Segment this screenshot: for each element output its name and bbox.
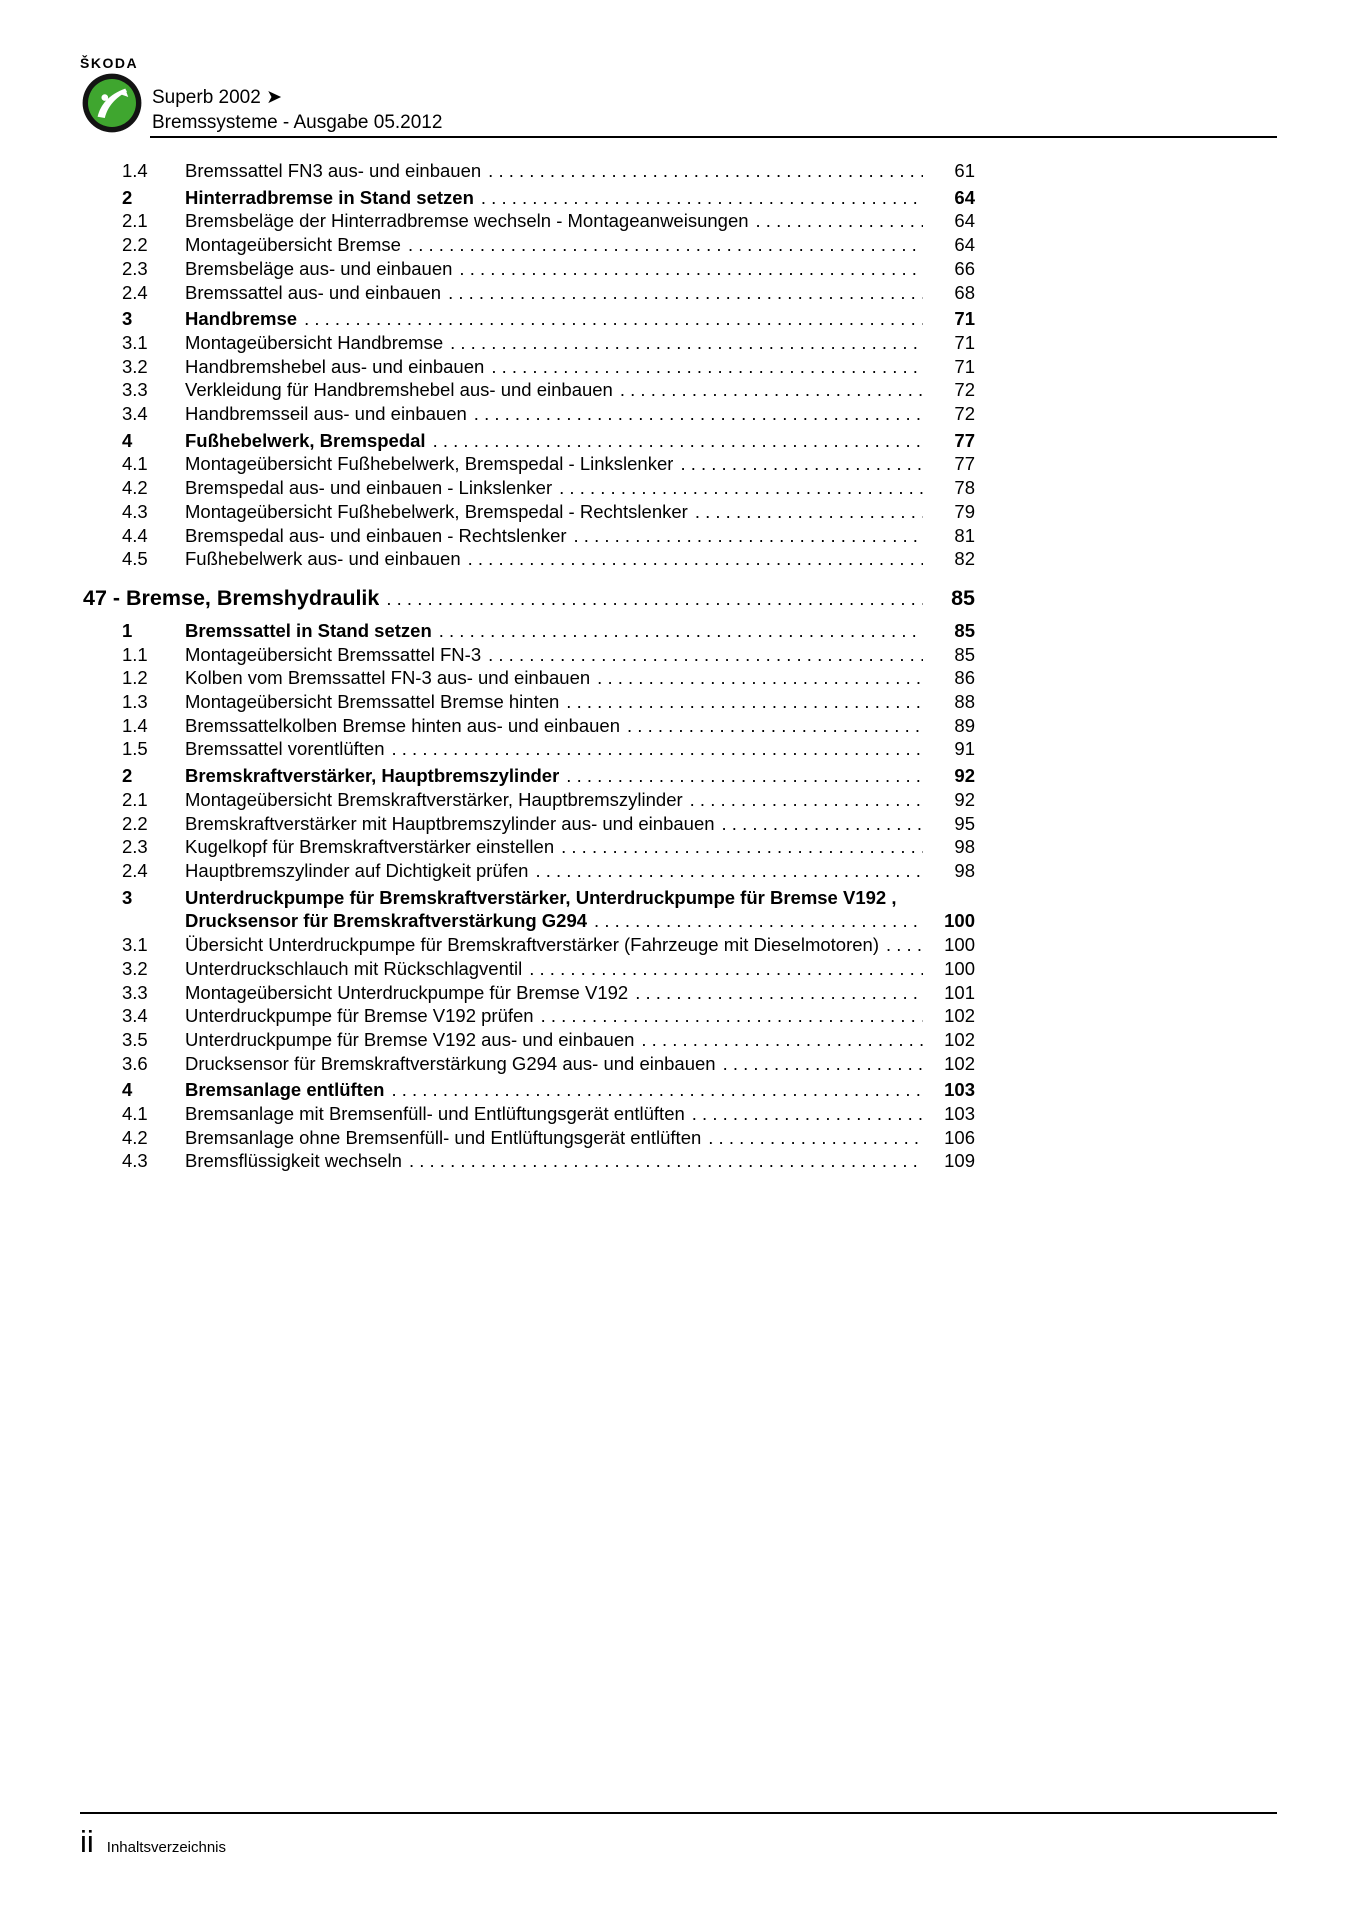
toc-entry-title: Übersicht Unterdruckpumpe für Bremskraftverstärker (Fahrzeuge mit Dieselmotoren) xyxy=(185,934,879,956)
toc-entry-line1 xyxy=(185,1004,975,1028)
toc-row xyxy=(83,257,975,281)
toc-row xyxy=(83,355,975,379)
toc-entry-title: Fußhebelwerk, Bremspedal xyxy=(185,429,426,451)
toc-entry-body xyxy=(185,1004,975,1028)
dot-leader xyxy=(459,257,923,281)
toc-entry-title: Drucksensor für Bremskraftverstärkung G294 aus- und einbauen xyxy=(185,1052,716,1074)
toc-row xyxy=(83,714,975,738)
dot-leader xyxy=(559,476,923,500)
toc-row xyxy=(83,886,975,933)
toc-entry-number: 1.1 xyxy=(122,643,148,665)
toc-entry-number: 2.2 xyxy=(122,812,148,834)
toc-row xyxy=(83,957,975,981)
toc-row xyxy=(83,737,975,761)
toc-entry-body xyxy=(185,281,975,305)
toc-entry-title: Montageübersicht Fußhebelwerk, Bremspedal - Rechtslenker xyxy=(185,500,688,522)
toc-row xyxy=(83,331,975,355)
toc-row xyxy=(83,933,975,957)
dot-leader xyxy=(722,812,923,836)
toc-entry-line1 xyxy=(185,666,975,690)
toc-entry-line1 xyxy=(185,186,975,210)
toc-row xyxy=(83,1028,975,1052)
toc-entry-title: Bremsbeläge aus- und einbauen xyxy=(185,257,453,279)
toc-entry-number: 1 xyxy=(122,619,133,641)
toc-entry-page: 78 xyxy=(954,477,975,499)
toc-entry-title: Bremsflüssigkeit wechseln xyxy=(185,1150,402,1172)
toc-entry-body xyxy=(185,714,975,738)
toc-row xyxy=(83,500,975,524)
toc-entry-body xyxy=(185,1078,975,1102)
dot-leader xyxy=(488,643,923,667)
dot-leader xyxy=(529,957,923,981)
toc-entry-line1 xyxy=(185,886,975,910)
toc-entry-page2: 100 xyxy=(944,910,975,932)
toc-entry-line1 xyxy=(185,835,975,859)
dot-leader xyxy=(692,1102,923,1126)
toc-row xyxy=(83,619,975,643)
toc-entry-title: Montageübersicht Unterdruckpumpe für Bremse V192 xyxy=(185,981,629,1003)
toc-entry-line1 xyxy=(185,378,975,402)
toc-entry-line1 xyxy=(185,788,975,812)
toc-entry-page: 64 xyxy=(954,234,975,256)
toc-entry-line1 xyxy=(185,281,975,305)
toc-row xyxy=(83,690,975,714)
doc-subtitle: Bremssysteme - Ausgabe 05.2012 xyxy=(152,112,443,133)
toc-entry-body xyxy=(185,186,975,210)
toc-row xyxy=(83,835,975,859)
toc-entry-number: 4.3 xyxy=(122,1150,148,1172)
toc-entry-number: 3.3 xyxy=(122,379,148,401)
toc-entry-page: 81 xyxy=(954,524,975,546)
toc-entry-line1 xyxy=(185,764,975,788)
toc-entry-title: Handbremshebel aus- und einbauen xyxy=(185,355,485,377)
toc-entry-line1 xyxy=(185,690,975,714)
toc-entry-number: 1.4 xyxy=(122,160,148,181)
toc-entry-body xyxy=(185,233,975,257)
toc-entry-title: Hinterradbremse in Stand setzen xyxy=(185,186,474,208)
toc-entry-line1 xyxy=(185,981,975,1005)
dot-leader xyxy=(756,209,923,233)
toc-entry-title: Fußhebelwerk aus- und einbauen xyxy=(185,548,461,570)
toc-entry-number: 3.1 xyxy=(122,934,148,956)
toc-entry-page: 106 xyxy=(944,1126,975,1148)
dot-leader xyxy=(391,737,923,761)
dot-leader xyxy=(597,666,923,690)
toc-entry-number: 4.1 xyxy=(122,1103,148,1125)
toc-row xyxy=(83,402,975,426)
toc-entry-body xyxy=(185,452,975,476)
toc-entry-body xyxy=(185,812,975,836)
toc-entry-number: 3 xyxy=(122,886,133,908)
toc-entry-line1 xyxy=(185,1126,975,1150)
toc-row xyxy=(83,307,975,331)
toc-row xyxy=(83,429,975,453)
toc-entry-title: Unterdruckpumpe für Bremskraftverstärker, Unterdruckpumpe für Bremse V192 , xyxy=(185,886,897,908)
toc-entry-page: 82 xyxy=(954,548,975,570)
toc-row xyxy=(83,1149,975,1173)
toc-entry-body xyxy=(185,307,975,331)
dot-leader xyxy=(409,1149,923,1173)
toc-entry-number: 2.4 xyxy=(122,859,148,881)
toc-row xyxy=(83,452,975,476)
toc-entry-body xyxy=(185,981,975,1005)
toc-entry-page: 64 xyxy=(954,186,975,208)
toc-entry-body xyxy=(185,737,975,761)
toc-entry-title: Unterdruckpumpe für Bremse V192 aus- und einbauen xyxy=(185,1028,635,1050)
toc-entry-page: 85 xyxy=(951,585,975,610)
dot-leader xyxy=(566,690,923,714)
dot-leader xyxy=(304,307,923,331)
toc-entry-page: 103 xyxy=(944,1079,975,1101)
toc-entry-number: 3.2 xyxy=(122,957,148,979)
toc-entry-title: 47 - Bremse, Bremshydraulik xyxy=(83,585,380,610)
toc-entry-body xyxy=(185,257,975,281)
toc-entry-body xyxy=(185,619,975,643)
toc-entry-line1 xyxy=(185,331,975,355)
toc-entry-title: Kugelkopf für Bremskraftverstärker einstellen xyxy=(185,836,555,858)
toc-entry-page: 66 xyxy=(954,257,975,279)
toc-entry-title: Bremspedal aus- und einbauen - Linkslenker xyxy=(185,477,553,499)
toc-entry-number: 4.2 xyxy=(122,477,148,499)
footer-rule xyxy=(80,1812,1277,1814)
toc-row xyxy=(83,584,975,613)
toc-entry-body xyxy=(185,690,975,714)
dot-leader xyxy=(886,933,923,957)
toc-row xyxy=(83,1004,975,1028)
toc-entry-body xyxy=(185,429,975,453)
dot-leader xyxy=(627,714,923,738)
dot-leader xyxy=(474,402,923,426)
dot-leader xyxy=(574,524,923,548)
dot-leader xyxy=(561,835,923,859)
toc-entry-line1 xyxy=(185,547,975,571)
toc-entry-page: 98 xyxy=(954,836,975,858)
toc-entry-body xyxy=(185,331,975,355)
toc-entry-title: Bremskraftverstärker, Hauptbremszylinder xyxy=(185,765,560,787)
toc-row xyxy=(83,666,975,690)
skoda-logo-icon xyxy=(82,73,142,133)
toc-entry-line1 xyxy=(185,402,975,426)
toc-entry-line1 xyxy=(185,737,975,761)
toc-entry-page: 72 xyxy=(954,379,975,401)
toc-entry-body xyxy=(185,159,975,183)
dot-leader xyxy=(468,547,923,571)
toc-entry-page: 77 xyxy=(954,453,975,475)
dot-leader xyxy=(535,859,923,883)
toc-row xyxy=(83,524,975,548)
toc-row xyxy=(83,981,975,1005)
toc-entry-title: Bremssattelkolben Bremse hinten aus- und einbauen xyxy=(185,714,621,736)
toc-row xyxy=(83,233,975,257)
toc-row xyxy=(83,788,975,812)
toc-row xyxy=(83,643,975,667)
toc-row xyxy=(83,209,975,233)
toc-entry-body xyxy=(185,764,975,788)
toc-entry-line1 xyxy=(185,257,975,281)
model-title: Superb 2002 ➤ xyxy=(152,87,283,108)
toc-entry-title2: Drucksensor für Bremskraftverstärkung G294 xyxy=(185,910,588,932)
toc-entry-body xyxy=(185,933,975,957)
toc-entry-page: 88 xyxy=(954,691,975,713)
toc-entry-page: 98 xyxy=(954,859,975,881)
toc-row xyxy=(83,281,975,305)
toc-entry-number: 2.4 xyxy=(122,281,148,303)
toc-list xyxy=(83,159,975,1173)
footer-section-title: Inhaltsverzeichnis xyxy=(106,1839,227,1856)
dot-leader xyxy=(450,331,923,355)
toc-entry-page: 109 xyxy=(944,1150,975,1172)
toc-entry-number: 3.4 xyxy=(122,1005,148,1027)
toc-row xyxy=(83,159,975,183)
toc-entry-page: 71 xyxy=(954,355,975,377)
toc-entry-line1 xyxy=(185,452,975,476)
toc-entry-body xyxy=(185,859,975,883)
toc-row xyxy=(83,1052,975,1076)
toc-entry-line1 xyxy=(185,209,975,233)
toc-entry-title: Hauptbremszylinder auf Dichtigkeit prüfen xyxy=(185,859,529,881)
dot-leader xyxy=(680,452,923,476)
toc-entry-number: 3.2 xyxy=(122,355,148,377)
toc-entry-title: Bremssattel in Stand setzen xyxy=(185,619,432,641)
toc-entry-page: 68 xyxy=(954,281,975,303)
toc-entry-page: 77 xyxy=(954,429,975,451)
footer-page-number: ii xyxy=(80,1824,94,1859)
toc-entry-line1 xyxy=(185,859,975,883)
toc-entry-title: Montageübersicht Handbremse xyxy=(185,331,444,353)
toc-entry-number: 2.1 xyxy=(122,788,148,810)
toc-entry-line1 xyxy=(185,233,975,257)
toc-entry-title: Bremskraftverstärker mit Hauptbremszylinder aus- und einbauen xyxy=(185,812,715,834)
toc-entry-title: Bremssattel vorentlüften xyxy=(185,738,385,760)
toc-row xyxy=(83,547,975,571)
toc-entry-body xyxy=(185,1102,975,1126)
brand-wordmark: ŠKODA xyxy=(80,55,139,71)
toc-entry-body xyxy=(185,476,975,500)
toc-entry-line1 xyxy=(185,1102,975,1126)
toc-entry-page: 91 xyxy=(954,738,975,760)
toc-entry-number: 4.3 xyxy=(122,500,148,522)
toc-entry-number: 2.2 xyxy=(122,234,148,256)
toc-row xyxy=(83,812,975,836)
toc-entry-body xyxy=(185,378,975,402)
toc-entry-page: 71 xyxy=(954,308,975,330)
toc-entry-title: Unterdruckpumpe für Bremse V192 prüfen xyxy=(185,1005,534,1027)
dot-leader xyxy=(708,1126,923,1150)
toc-entry-title: Unterdruckschlauch mit Rückschlagventil xyxy=(185,957,523,979)
toc-entry-number: 3.3 xyxy=(122,981,148,1003)
toc-row xyxy=(83,378,975,402)
toc-entry-body xyxy=(185,524,975,548)
toc-entry-body xyxy=(185,643,975,667)
toc-entry-line1 xyxy=(83,584,975,613)
toc-entry-line1 xyxy=(185,957,975,981)
dot-leader xyxy=(448,281,923,305)
toc-entry-line1 xyxy=(185,307,975,331)
toc-entry-page: 79 xyxy=(954,500,975,522)
toc-entry-line1 xyxy=(185,159,975,183)
toc-entry-number: 3.6 xyxy=(122,1052,148,1074)
toc-entry-body xyxy=(185,886,975,933)
toc-entry-line2 xyxy=(185,909,975,933)
dot-leader xyxy=(723,1052,923,1076)
toc-row xyxy=(83,476,975,500)
toc-entry-page: 85 xyxy=(954,619,975,641)
toc-entry-body xyxy=(185,1126,975,1150)
toc-row xyxy=(83,1078,975,1102)
toc-entry-number: 1.4 xyxy=(122,714,148,736)
toc-entry-title: Bremspedal aus- und einbauen - Rechtslenker xyxy=(185,524,567,546)
toc-entry-number: 4.5 xyxy=(122,548,148,570)
toc-entry-number: 1.2 xyxy=(122,667,148,689)
toc-entry-number: 2 xyxy=(122,765,133,787)
toc-entry-title: Handbremsseil aus- und einbauen xyxy=(185,403,467,425)
toc-entry-body xyxy=(185,547,975,571)
dot-leader xyxy=(391,1078,923,1102)
toc-entry-number: 4 xyxy=(122,1079,133,1101)
dot-leader xyxy=(488,159,923,183)
toc-row xyxy=(83,1102,975,1126)
dot-leader xyxy=(620,378,923,402)
toc-entry-title: Bremsanlage ohne Bremsenfüll- und Entlüftungsgerät entlüften xyxy=(185,1126,702,1148)
dot-leader xyxy=(566,764,923,788)
toc-entry-number: 4.1 xyxy=(122,453,148,475)
dot-leader xyxy=(481,186,923,210)
toc-entry-title: Montageübersicht Bremskraftverstärker, Hauptbremszylinder xyxy=(185,788,683,810)
toc-entry-line1 xyxy=(185,714,975,738)
toc-entry-number: 4.4 xyxy=(122,524,148,546)
dot-leader xyxy=(635,981,923,1005)
toc-entry-title: Verkleidung für Handbremshebel aus- und einbauen xyxy=(185,379,613,401)
toc-entry-body xyxy=(185,1149,975,1173)
toc-entry-body xyxy=(185,209,975,233)
toc-entry-body xyxy=(185,835,975,859)
dot-leader xyxy=(491,355,923,379)
toc-entry-number: 3 xyxy=(122,308,133,330)
toc-entry-page: 101 xyxy=(944,981,975,1003)
toc-entry-page: 86 xyxy=(954,667,975,689)
toc-entry-line1 xyxy=(185,643,975,667)
toc-entry-title: Handbremse xyxy=(185,308,298,330)
toc-entry-line1 xyxy=(185,476,975,500)
toc-entry-number: 2.3 xyxy=(122,836,148,858)
toc-entry-title: Bremsanlage entlüften xyxy=(185,1079,385,1101)
footer xyxy=(80,1824,226,1860)
toc-entry-title: Bremsanlage mit Bremsenfüll- und Entlüftungsgerät entlüften xyxy=(185,1103,685,1125)
toc-entry-body xyxy=(185,355,975,379)
toc-entry-page: 100 xyxy=(944,934,975,956)
toc-entry-line1 xyxy=(185,619,975,643)
toc-entry-number: 1.3 xyxy=(122,691,148,713)
toc-entry-title: Bremssattel FN3 aus- und einbauen xyxy=(185,160,482,181)
toc-entry-line1 xyxy=(185,500,975,524)
dot-leader xyxy=(641,1028,923,1052)
dot-leader xyxy=(408,233,923,257)
toc-row xyxy=(83,859,975,883)
toc-entry-title: Montageübersicht Bremssattel Bremse hinten xyxy=(185,691,560,713)
toc-entry-page: 71 xyxy=(954,331,975,353)
toc-entry-line1 xyxy=(185,933,975,957)
toc-entry-line1 xyxy=(185,355,975,379)
toc-entry-page: 92 xyxy=(954,765,975,787)
toc-entry-line1 xyxy=(185,1028,975,1052)
dot-leader xyxy=(541,1004,923,1028)
toc-entry-body xyxy=(185,1052,975,1076)
toc-entry-title: Kolben vom Bremssattel FN-3 aus- und einbauen xyxy=(185,667,591,689)
toc-entry-page: 95 xyxy=(954,812,975,834)
toc-entry-page: 92 xyxy=(954,788,975,810)
toc-entry-body xyxy=(185,957,975,981)
dot-leader xyxy=(594,909,923,933)
toc-row xyxy=(83,1126,975,1150)
header-rule xyxy=(150,136,1277,138)
toc-entry-line1 xyxy=(185,1052,975,1076)
toc-entry-number: 2.3 xyxy=(122,257,148,279)
toc-entry-page: 102 xyxy=(944,1005,975,1027)
toc-entry-page: 64 xyxy=(954,210,975,232)
dot-leader xyxy=(433,429,923,453)
toc-row xyxy=(83,186,975,210)
toc-entry-number: 3.5 xyxy=(122,1028,148,1050)
toc-entry-line1 xyxy=(185,1149,975,1173)
toc-entry-title: Montageübersicht Bremse xyxy=(185,234,401,256)
toc-entry-number: 4 xyxy=(122,429,133,451)
toc-entry-number: 3.4 xyxy=(122,403,148,425)
toc-row xyxy=(83,764,975,788)
toc-entry-body xyxy=(185,500,975,524)
toc-entry-title: Montageübersicht Fußhebelwerk, Bremspedal - Linkslenker xyxy=(185,453,674,475)
toc-entry-body xyxy=(185,788,975,812)
toc-entry-title: Bremssattel aus- und einbauen xyxy=(185,281,442,303)
toc-entry-page: 72 xyxy=(954,403,975,425)
dot-leader xyxy=(386,585,923,613)
toc-entry-body xyxy=(185,1028,975,1052)
toc-entry-page: 89 xyxy=(954,714,975,736)
toc-entry-number: 4.2 xyxy=(122,1126,148,1148)
toc-entry-line1 xyxy=(185,524,975,548)
toc-entry-number: 2.1 xyxy=(122,210,148,232)
toc-entry-line1 xyxy=(185,429,975,453)
toc-entry-number: 3.1 xyxy=(122,331,148,353)
toc-entry-page: 100 xyxy=(944,957,975,979)
toc-entry-line1 xyxy=(185,812,975,836)
toc-entry-page: 102 xyxy=(944,1028,975,1050)
toc-entry-body xyxy=(185,402,975,426)
toc-entry-body xyxy=(185,666,975,690)
toc-entry-page: 103 xyxy=(944,1103,975,1125)
toc-entry-page: 85 xyxy=(954,643,975,665)
dot-leader xyxy=(439,619,923,643)
toc-entry-line1 xyxy=(185,1078,975,1102)
dot-leader xyxy=(695,500,923,524)
dot-leader xyxy=(690,788,923,812)
toc-entry-number: 1.5 xyxy=(122,738,148,760)
toc-entry-page: 102 xyxy=(944,1052,975,1074)
toc-entry-title: Bremsbeläge der Hinterradbremse wechseln - Montageanweisungen xyxy=(185,210,749,232)
toc-entry-body xyxy=(83,584,975,613)
toc-entry-number: 2 xyxy=(122,186,133,208)
toc-entry-page: 61 xyxy=(954,160,975,181)
toc-entry-title: Montageübersicht Bremssattel FN-3 xyxy=(185,643,482,665)
